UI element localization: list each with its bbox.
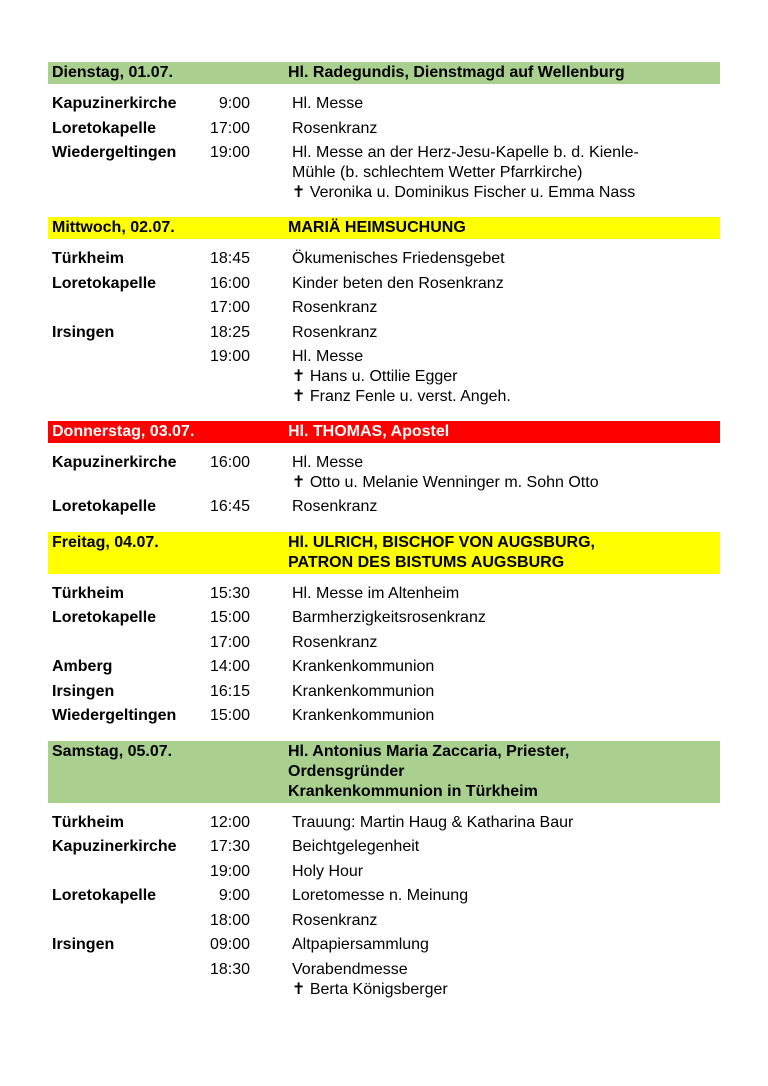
feast-line: Hl. THOMAS, Apostel xyxy=(288,423,450,440)
feast-line: Hl. Radegundis, Dienstmagd auf Wellenburg xyxy=(288,64,625,81)
entry-line: Rosenkranz xyxy=(292,633,378,651)
entry-location: Loretokapelle xyxy=(52,609,157,626)
entry-line: Barmherzigkeitsrosenkranz xyxy=(292,609,486,626)
entry-time: 15:30 xyxy=(209,584,250,602)
feast-line: PATRON DES BISTUMS AUGSBURG xyxy=(288,553,565,571)
entry-description xyxy=(292,94,720,115)
entry-location: Loretokapelle xyxy=(52,274,157,292)
entry-description xyxy=(292,837,720,858)
entry-list xyxy=(48,249,720,407)
entry-line: Rosenkranz xyxy=(292,498,378,515)
entry-line: Holy Hour xyxy=(292,862,364,880)
entry-time: 17:00 xyxy=(209,633,250,651)
entry-location: Wiedergeltingen xyxy=(52,707,177,724)
entry-location: Türkheim xyxy=(52,584,125,602)
list-item xyxy=(48,143,720,203)
entry-time: 14:00 xyxy=(209,658,250,675)
entry-location: Loretokapelle xyxy=(52,498,157,515)
entry-location: Loretokapelle xyxy=(52,119,157,137)
entry-description xyxy=(292,584,720,605)
feast-line: Ordensgründer xyxy=(288,762,405,780)
entry-time: 9:00 xyxy=(218,887,250,904)
entry-description xyxy=(292,911,720,932)
entry-location: Loretokapelle xyxy=(52,887,157,904)
entry-location: Irsingen xyxy=(52,936,115,953)
entry-line: ✝ Hans u. Ottilie Egger xyxy=(292,368,458,385)
entry-line: Rosenkranz xyxy=(292,119,378,137)
day-feast xyxy=(288,63,720,83)
list-item xyxy=(48,960,720,1000)
entry-line: ✝ Veronika u. Dominikus Fischer u. Emma Nass xyxy=(292,184,636,201)
list-item xyxy=(48,682,720,703)
entry-time: 17:30 xyxy=(209,838,250,855)
entry-line: ✝ Otto u. Melanie Wenninger m. Sohn Otto xyxy=(292,474,599,491)
entry-location: Irsingen xyxy=(52,323,115,341)
entry-line: Beichtgelegenheit xyxy=(292,838,420,855)
entry-time: 16:45 xyxy=(209,498,250,515)
day-feast xyxy=(288,742,720,802)
entry-description xyxy=(292,657,720,678)
day-feast xyxy=(288,422,720,442)
entry-list xyxy=(48,584,720,727)
entry-time: 16:00 xyxy=(209,454,250,471)
feast-line: Hl. Antonius Maria Zaccaria, Priester, xyxy=(288,742,570,760)
entry-description xyxy=(292,298,720,319)
feast-line: Hl. ULRICH, BISCHOF VON AUGSBURG, xyxy=(288,533,595,551)
entry-description xyxy=(292,633,720,654)
list-item xyxy=(48,347,720,407)
entry-line: Hl. Messe an der Herz-Jesu-Kapelle b. d. Kienle- xyxy=(292,144,639,161)
list-item xyxy=(48,633,720,654)
entry-time: 18:25 xyxy=(209,323,250,341)
list-item xyxy=(48,608,720,629)
day-header xyxy=(48,217,720,239)
entry-description xyxy=(292,608,720,629)
entry-location xyxy=(48,347,195,407)
entry-line: Rosenkranz xyxy=(292,911,378,929)
entry-description xyxy=(292,682,720,703)
day-header xyxy=(48,741,720,803)
day-date: Donnerstag, 03.07. xyxy=(52,423,195,440)
entry-line: Rosenkranz xyxy=(292,299,378,316)
list-item xyxy=(48,584,720,605)
entry-description xyxy=(292,497,720,518)
entry-description xyxy=(292,249,720,270)
entry-location xyxy=(48,862,195,883)
entry-description xyxy=(292,960,720,1000)
entry-line: Rosenkranz xyxy=(292,323,378,341)
entry-time: 9:00 xyxy=(218,95,250,112)
feast-line: Krankenkommunion in Türkheim xyxy=(288,782,538,800)
list-item xyxy=(48,497,720,518)
entry-list xyxy=(48,453,720,518)
entry-line: Kinder beten den Rosenkranz xyxy=(292,274,504,292)
entry-location: Kapuzinerkirche xyxy=(52,95,177,112)
entry-description xyxy=(292,274,720,295)
entry-list xyxy=(48,813,720,1000)
entry-time: 19:00 xyxy=(209,862,250,880)
list-item xyxy=(48,119,720,140)
day-header xyxy=(48,421,720,443)
entry-line: Hl. Messe xyxy=(292,348,364,365)
entry-location: Kapuzinerkirche xyxy=(52,454,177,471)
entry-time: 15:00 xyxy=(209,707,250,724)
day-date: Freitag, 04.07. xyxy=(52,533,159,551)
entry-location: Kapuzinerkirche xyxy=(52,838,177,855)
entry-location xyxy=(48,960,195,1000)
list-item xyxy=(48,813,720,834)
entry-time: 15:00 xyxy=(209,609,250,626)
entry-line: Hl. Messe xyxy=(292,454,364,471)
entry-location: Wiedergeltingen xyxy=(52,144,177,161)
entry-line: ✝ Franz Fenle u. verst. Angeh. xyxy=(292,388,511,405)
list-item xyxy=(48,298,720,319)
entry-line: Ökumenisches Friedensgebet xyxy=(292,250,505,267)
entry-location: Türkheim xyxy=(52,250,125,267)
entry-description xyxy=(292,453,720,493)
day-block xyxy=(48,741,720,1000)
entry-time: 09:00 xyxy=(209,936,250,953)
entry-time: 18:00 xyxy=(209,911,250,929)
day-header xyxy=(48,532,720,574)
day-block xyxy=(48,532,720,727)
day-date: Dienstag, 01.07. xyxy=(52,64,173,81)
entry-line: Hl. Messe im Altenheim xyxy=(292,584,460,602)
entry-line: ✝ Berta Königsberger xyxy=(292,980,448,998)
entry-line: Krankenkommunion xyxy=(292,658,435,675)
list-item xyxy=(48,323,720,344)
entry-description xyxy=(292,323,720,344)
entry-time: 19:00 xyxy=(209,348,250,365)
entry-description xyxy=(292,935,720,956)
day-block xyxy=(48,421,720,518)
entry-line: Trauung: Martin Haug & Katharina Baur xyxy=(292,813,574,831)
entry-location xyxy=(48,298,195,319)
entry-location xyxy=(48,911,195,932)
entry-location: Amberg xyxy=(52,658,113,675)
feast-line: MARIÄ HEIMSUCHUNG xyxy=(288,219,466,236)
entry-description xyxy=(292,119,720,140)
entry-line: Hl. Messe xyxy=(292,95,364,112)
entry-time: 19:00 xyxy=(209,144,250,161)
list-item xyxy=(48,657,720,678)
entry-description xyxy=(292,706,720,727)
entry-line: Krankenkommunion xyxy=(292,682,435,700)
entry-description xyxy=(292,813,720,834)
list-item xyxy=(48,706,720,727)
entry-line: Vorabendmesse xyxy=(292,960,408,978)
list-item xyxy=(48,935,720,956)
entry-line: Mühle (b. schlechtem Wetter Pfarrkirche) xyxy=(292,164,583,181)
entry-time: 12:00 xyxy=(209,813,250,831)
entry-time: 18:30 xyxy=(209,960,250,978)
day-feast xyxy=(288,218,720,238)
entry-line: Altpapiersammlung xyxy=(292,936,429,953)
entry-time: 17:00 xyxy=(209,119,250,137)
day-block xyxy=(48,62,720,203)
entry-list xyxy=(48,94,720,203)
day-date: Samstag, 05.07. xyxy=(52,742,173,760)
day-feast xyxy=(288,533,720,573)
entry-description xyxy=(292,886,720,907)
entry-description xyxy=(292,347,720,407)
entry-description xyxy=(292,862,720,883)
day-date: Mittwoch, 02.07. xyxy=(52,219,175,236)
day-block xyxy=(48,217,720,407)
entry-location: Türkheim xyxy=(52,813,125,831)
entry-location: Irsingen xyxy=(52,682,115,700)
entry-time: 18:45 xyxy=(209,250,250,267)
entry-time: 16:00 xyxy=(209,274,250,292)
schedule-page xyxy=(48,62,720,1014)
entry-location xyxy=(48,633,195,654)
list-item xyxy=(48,453,720,493)
list-item xyxy=(48,249,720,270)
list-item xyxy=(48,886,720,907)
list-item xyxy=(48,837,720,858)
entry-description xyxy=(292,143,720,203)
list-item xyxy=(48,862,720,883)
entry-time: 17:00 xyxy=(209,299,250,316)
entry-time: 16:15 xyxy=(209,682,250,700)
list-item xyxy=(48,911,720,932)
list-item xyxy=(48,274,720,295)
list-item xyxy=(48,94,720,115)
entry-line: Loretomesse n. Meinung xyxy=(292,887,469,904)
day-header xyxy=(48,62,720,84)
entry-line: Krankenkommunion xyxy=(292,707,435,724)
